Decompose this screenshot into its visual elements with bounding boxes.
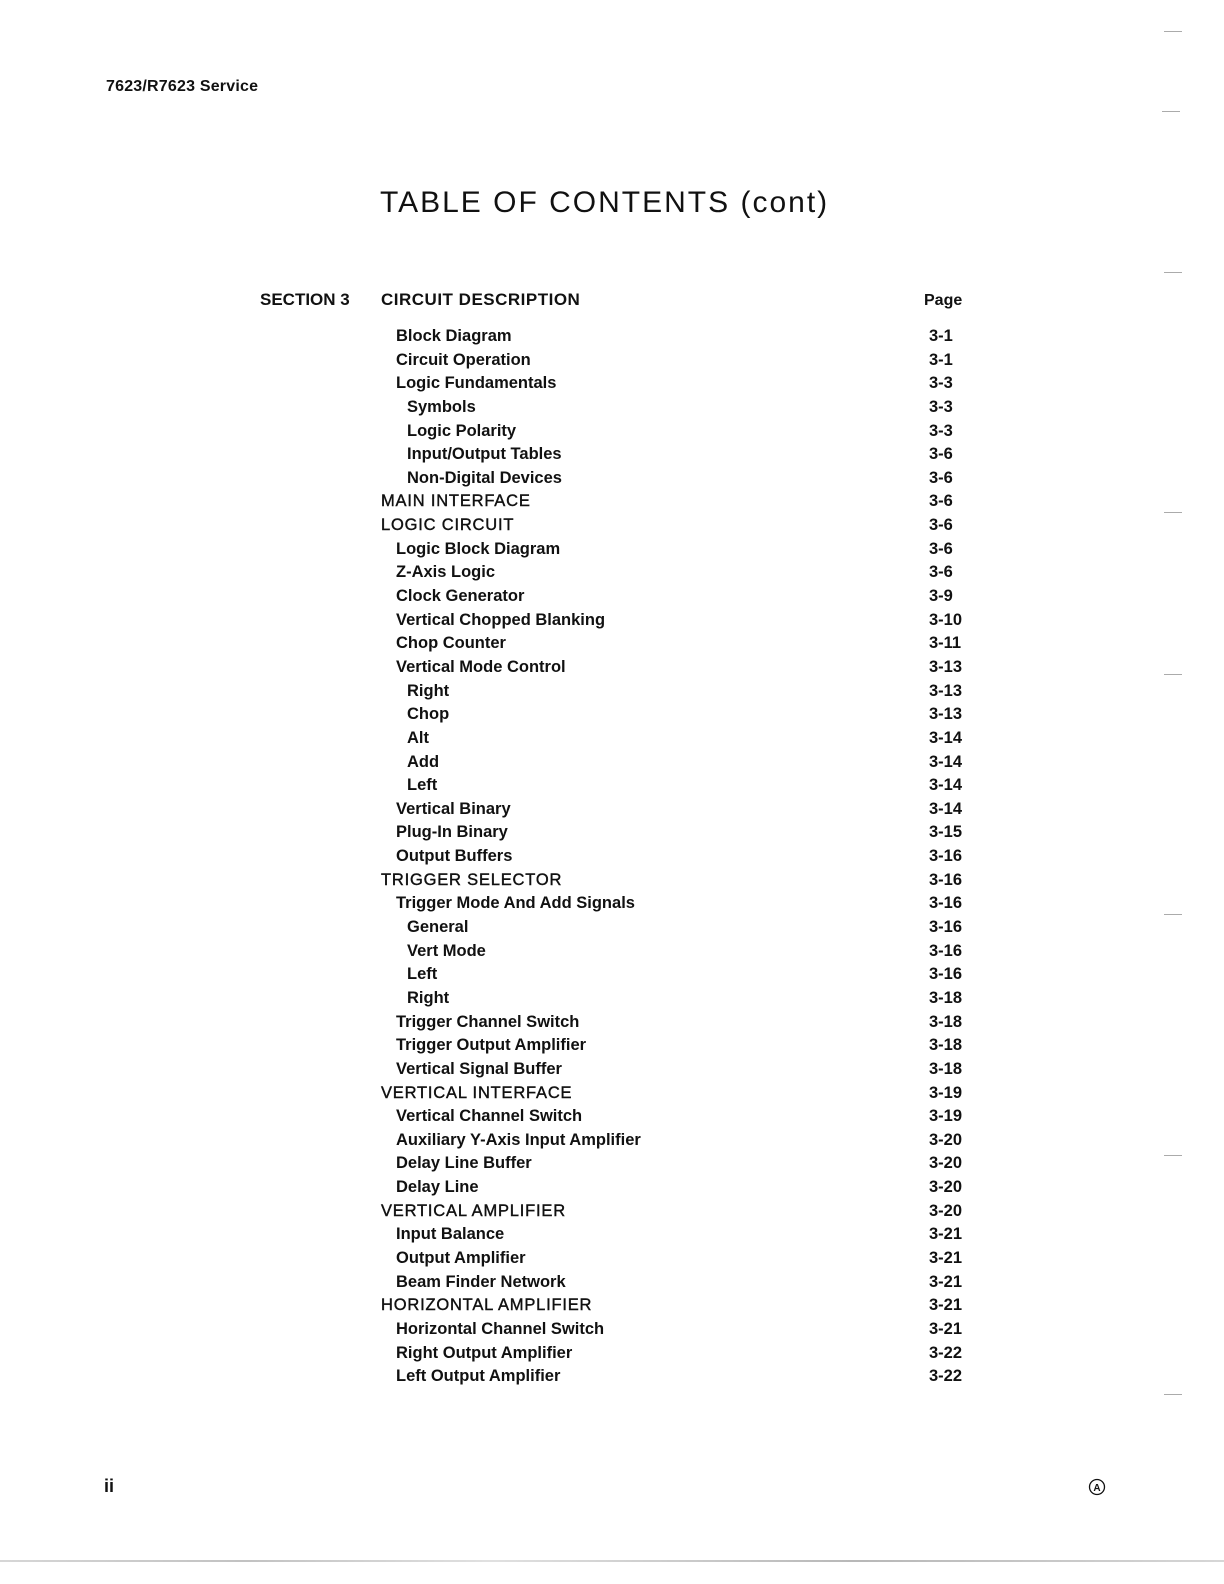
toc-entry [381, 1105, 1001, 1129]
toc-entry-label: Logic Block Diagram [396, 539, 561, 558]
toc-entry-page: 3-16 [929, 965, 963, 984]
toc-entry [381, 1294, 1001, 1318]
scan-edge-mark [1164, 272, 1182, 273]
toc-entry-page: 3-16 [929, 894, 963, 913]
toc-entry-page: 3-20 [929, 1178, 963, 1197]
toc-entry-label: Vertical Chopped Blanking [396, 610, 606, 629]
toc-entry [381, 892, 1001, 916]
toc-entry-label: Non-Digital Devices [407, 468, 562, 487]
section-title: CIRCUIT DESCRIPTION [381, 290, 581, 309]
toc-entry-label: Trigger Mode And Add Signals [396, 894, 635, 913]
toc-entry-page: 3-9 [929, 587, 953, 606]
toc-entry-label: Alt [407, 728, 429, 747]
toc-entry-label: Logic Polarity [407, 421, 517, 440]
toc-entry-page: 3-20 [929, 1154, 963, 1173]
toc-entry-label: Output Buffers [396, 847, 513, 866]
toc-entry [381, 727, 1001, 751]
page-title: TABLE OF CONTENTS (cont) [380, 186, 830, 219]
toc-entry [381, 420, 1001, 444]
toc-entry-page: 3-3 [929, 421, 953, 440]
toc-entry-page: 3-3 [929, 374, 953, 393]
toc-entry [381, 443, 1001, 467]
toc-entry-label: Horizontal Channel Switch [396, 1319, 605, 1338]
toc-entry-page: 3-16 [929, 918, 963, 937]
toc-entry [381, 372, 1001, 396]
toc-entry-label: VERTICAL INTERFACE [381, 1083, 573, 1102]
scan-edge-mark [1164, 1394, 1182, 1395]
toc-entry-page: 3-20 [929, 1201, 963, 1220]
toc-entry-page: 3-21 [929, 1225, 963, 1244]
toc-entry [381, 1271, 1001, 1295]
toc-entry-page: 3-10 [929, 610, 963, 629]
toc-entry [381, 1011, 1001, 1035]
toc-entry-page: 3-20 [929, 1130, 963, 1149]
toc-entry [381, 703, 1001, 727]
toc-entry-page: 3-21 [929, 1319, 963, 1338]
toc-entry-label: Add [407, 752, 440, 771]
scan-edge-mark [1164, 1155, 1182, 1156]
toc-entry-label: MAIN INTERFACE [381, 492, 531, 511]
toc-entry-label: Left Output Amplifier [396, 1367, 561, 1386]
toc-entry-page: 3-16 [929, 847, 963, 866]
page-column-heading: Page [924, 292, 963, 309]
toc-entry-page: 3-14 [929, 752, 963, 771]
toc-entry-page: 3-13 [929, 705, 963, 724]
toc-entry-page: 3-6 [929, 563, 953, 582]
page-number: ii [104, 1476, 115, 1496]
toc-entry [381, 514, 1001, 538]
toc-entry [381, 821, 1001, 845]
toc-entry-label: VERTICAL AMPLIFIER [381, 1201, 566, 1220]
toc-entry-page: 3-14 [929, 799, 963, 818]
toc-entry-page: 3-3 [929, 397, 953, 416]
toc-entry-label: Plug-In Binary [396, 823, 508, 842]
toc-entry-label: Auxiliary Y-Axis Input Amplifier [396, 1130, 641, 1149]
toc-entry [381, 1200, 1001, 1224]
toc-entry [381, 538, 1001, 562]
toc-entry [381, 609, 1001, 633]
toc-entry-label: Input Balance [396, 1225, 505, 1244]
toc-entry-page: 3-6 [929, 468, 953, 487]
toc-entry [381, 1342, 1001, 1366]
toc-entry-label: Right [407, 681, 450, 700]
toc-entry-page: 3-21 [929, 1248, 963, 1267]
toc-entry [381, 940, 1001, 964]
toc-entry-page: 3-14 [929, 776, 963, 795]
toc-entry-label: Vertical Signal Buffer [396, 1059, 562, 1078]
toc-entry-label: Z-Axis Logic [396, 563, 496, 582]
toc-entry-page: 3-13 [929, 681, 963, 700]
toc-entry-label: Logic Fundamentals [396, 374, 557, 393]
toc-entry-page: 3-6 [929, 492, 953, 511]
toc-entry-label: Vert Mode [407, 941, 486, 960]
toc-entry [381, 869, 1001, 893]
toc-entry-label: Input/Output Tables [407, 445, 562, 464]
toc-entry [381, 1247, 1001, 1271]
toc-entry-page: 3-21 [929, 1272, 963, 1291]
toc-entry-page: 3-19 [929, 1083, 963, 1102]
toc-entry-page: 3-16 [929, 870, 963, 889]
scan-edge-mark [1164, 512, 1182, 513]
toc-entry [381, 916, 1001, 940]
toc-entry-label: Right [407, 988, 450, 1007]
toc-entry [381, 1176, 1001, 1200]
toc-entry [381, 632, 1001, 656]
toc-entry-page: 3-18 [929, 1036, 963, 1055]
toc-entry-label: Left [407, 965, 438, 984]
toc-entry [381, 1223, 1001, 1247]
scan-edge-mark [1164, 674, 1182, 675]
revision-mark-text: A [1093, 1483, 1101, 1494]
toc-entry-label: Circuit Operation [396, 350, 531, 369]
scan-edge-mark [1164, 31, 1182, 32]
scan-bottom-line [0, 1560, 1224, 1562]
toc-entry [381, 349, 1001, 373]
toc-entry-page: 3-15 [929, 823, 963, 842]
toc-entry-page: 3-21 [929, 1296, 963, 1315]
toc-entry [381, 490, 1001, 514]
toc-entry-label: Chop Counter [396, 634, 506, 653]
toc-entry-page: 3-1 [929, 327, 953, 345]
toc-entry-label: Output Amplifier [396, 1248, 526, 1267]
toc-entry [381, 656, 1001, 680]
toc-entry-label: Vertical Binary [396, 799, 511, 818]
toc-entry-page: 3-11 [929, 634, 962, 653]
toc-entry [381, 963, 1001, 987]
toc-entry-page: 3-18 [929, 988, 963, 1007]
toc-entry-label: Clock Generator [396, 587, 525, 606]
toc-entry [381, 751, 1001, 775]
toc-entry [381, 325, 1001, 349]
toc-entry-page: 3-13 [929, 657, 963, 676]
toc-entry-label: Left [407, 776, 438, 795]
toc-entry-page: 3-14 [929, 728, 963, 747]
toc-list [381, 325, 1001, 1389]
toc-entry-label: Delay Line [396, 1178, 479, 1197]
toc-entry-label: TRIGGER SELECTOR [381, 870, 563, 889]
toc-entry-page: 3-1 [929, 350, 953, 369]
toc-entry-label: General [407, 918, 469, 937]
toc-entry [381, 987, 1001, 1011]
document-header: 7623/R7623 Service [106, 78, 259, 95]
toc-entry [381, 1152, 1001, 1176]
toc-entry [381, 1058, 1001, 1082]
scan-edge-mark [1164, 914, 1182, 915]
toc-entry-label: Trigger Channel Switch [396, 1012, 580, 1031]
toc-entry [381, 467, 1001, 491]
toc-entry [381, 396, 1001, 420]
toc-entry-label: Vertical Mode Control [396, 657, 566, 676]
toc-entry [381, 561, 1001, 585]
toc-entry [381, 798, 1001, 822]
toc-entry-label: Beam Finder Network [396, 1272, 566, 1291]
toc-entry-page: 3-18 [929, 1059, 963, 1078]
section-label: SECTION 3 [260, 290, 350, 309]
toc-entry-label: Delay Line Buffer [396, 1154, 532, 1173]
toc-entry [381, 1082, 1001, 1106]
toc-entry-label: Right Output Amplifier [396, 1343, 573, 1362]
scan-edge-mark [1162, 111, 1180, 112]
toc-entry [381, 774, 1001, 798]
toc-entry-label: LOGIC CIRCUIT [381, 516, 515, 535]
toc-entry [381, 845, 1001, 869]
toc-entry-page: 3-22 [929, 1343, 963, 1362]
toc-entry-label: Symbols [407, 397, 476, 416]
toc-entry [381, 1318, 1001, 1342]
toc-entry-page: 3-6 [929, 539, 953, 558]
toc-entry [381, 1129, 1001, 1153]
toc-entry-label: Chop [407, 705, 450, 724]
toc-entry [381, 1365, 1001, 1389]
revision-circle-icon [1088, 1478, 1106, 1496]
toc-entry-page: 3-6 [929, 516, 953, 535]
toc-entry-label: HORIZONTAL AMPLIFIER [381, 1296, 593, 1315]
toc-entry-label: Block Diagram [396, 327, 512, 345]
toc-entry-label: Trigger Output Amplifier [396, 1036, 587, 1055]
toc-entry-page: 3-6 [929, 445, 953, 464]
toc-entry-page: 3-19 [929, 1107, 963, 1126]
toc-entry-page: 3-16 [929, 941, 963, 960]
toc-entry [381, 585, 1001, 609]
toc-entry-label: Vertical Channel Switch [396, 1107, 583, 1126]
toc-entry [381, 1034, 1001, 1058]
toc-entry [381, 680, 1001, 704]
toc-entry-page: 3-18 [929, 1012, 963, 1031]
toc-entry-page: 3-22 [929, 1367, 963, 1386]
